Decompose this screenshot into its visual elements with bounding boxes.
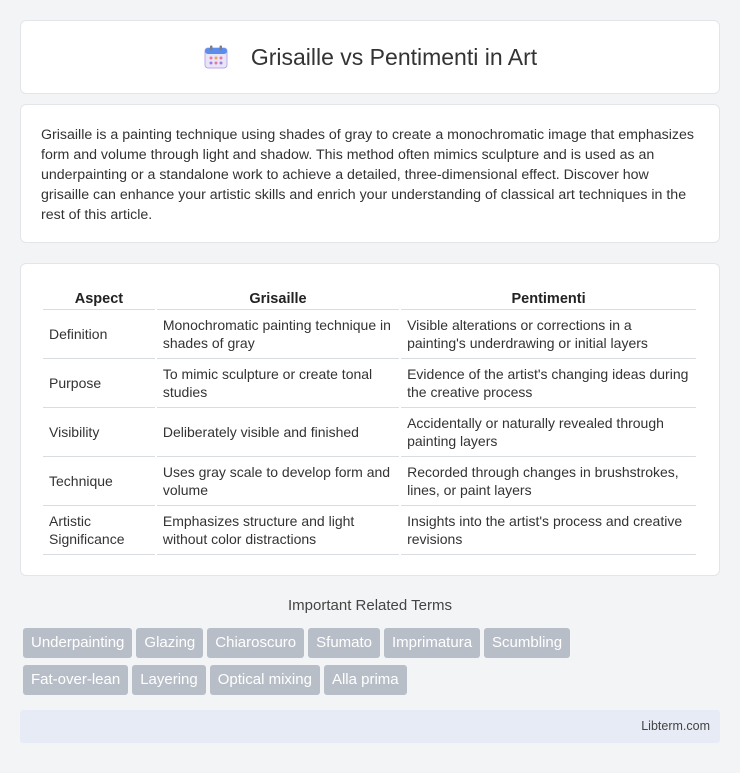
header-pentimenti: Pentimenti — [401, 284, 696, 310]
header-card — [20, 20, 720, 94]
table-cell: Emphasizes structure and light without color distractions — [157, 506, 399, 555]
table-row — [43, 506, 696, 555]
related-terms-list — [23, 628, 623, 702]
table-header-row — [43, 284, 696, 310]
tag-underpainting[interactable]: Underpainting — [23, 628, 132, 658]
table-cell: Artistic Significance — [43, 506, 155, 555]
tag-scumbling[interactable]: Scumbling — [484, 628, 570, 658]
table-cell: Technique — [43, 457, 155, 506]
table-cell: Visible alterations or corrections in a painting's underdrawing or initial layers — [401, 310, 696, 359]
table-row — [43, 408, 696, 457]
comparison-table-card — [20, 263, 720, 576]
tag-chiaroscuro[interactable]: Chiaroscuro — [207, 628, 304, 658]
table-cell: Evidence of the artist's changing ideas during the creative process — [401, 359, 696, 408]
header-grisaille: Grisaille — [157, 284, 399, 310]
related-terms-title: Important Related Terms — [288, 597, 452, 614]
table-cell: To mimic sculpture or create tonal studies — [157, 359, 399, 408]
table-cell: Accidentally or naturally revealed through painting layers — [401, 408, 696, 457]
footer — [20, 710, 720, 743]
table-row — [43, 457, 696, 506]
tag-fat-over-lean[interactable]: Fat-over-lean — [23, 665, 128, 695]
tag-alla-prima[interactable]: Alla prima — [324, 665, 407, 695]
table-cell: Purpose — [43, 359, 155, 408]
table-row — [43, 310, 696, 359]
intro-text: Grisaille is a painting technique using shades of gray to create a monochromatic image that emphasizes form and volume through light and shadow. This method often mimics sculpture and is used as an underpainting or a standalone work to achieve a detailed, three-dimensional effect. Discover how grisaille can enhance your artistic skills and enrich your understanding of classical art techniques in the rest of this article. — [41, 127, 694, 223]
comparison-table — [41, 284, 698, 555]
tag-imprimatura[interactable]: Imprimatura — [384, 628, 480, 658]
footer-site-link[interactable]: Libterm.com — [641, 719, 710, 733]
tag-sfumato[interactable]: Sfumato — [308, 628, 380, 658]
table-cell: Visibility — [43, 408, 155, 457]
header-aspect: Aspect — [43, 284, 155, 310]
tag-optical-mixing[interactable]: Optical mixing — [210, 665, 320, 695]
table-cell: Insights into the artist's process and creative revisions — [401, 506, 696, 555]
table-cell: Recorded through changes in brushstrokes, lines, or paint layers — [401, 457, 696, 506]
table-cell: Monochromatic painting technique in shades of gray — [157, 310, 399, 359]
table-row — [43, 359, 696, 408]
table-cell: Uses gray scale to develop form and volume — [157, 457, 399, 506]
table-cell: Deliberately visible and finished — [157, 408, 399, 457]
tag-layering[interactable]: Layering — [132, 665, 206, 695]
intro-card — [20, 104, 720, 243]
calendar-icon — [203, 44, 229, 70]
table-cell: Definition — [43, 310, 155, 359]
page-title: Grisaille vs Pentimenti in Art — [250, 43, 538, 70]
tag-glazing[interactable]: Glazing — [136, 628, 203, 658]
